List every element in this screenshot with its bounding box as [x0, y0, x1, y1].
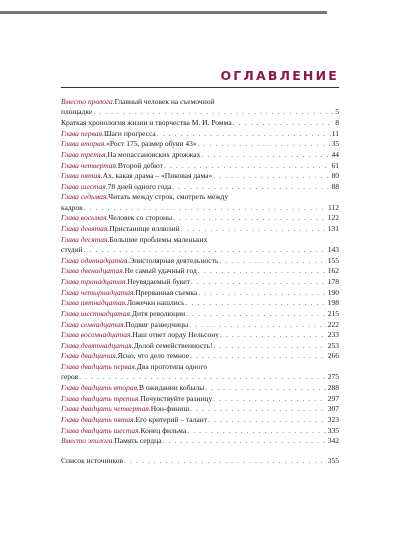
- toc-entry-page: 323: [327, 415, 339, 425]
- toc-leader-dots: [186, 298, 327, 308]
- toc-entry-line: [61, 256, 339, 266]
- toc-entry-label: Глава четырнадцатая.: [61, 287, 136, 297]
- toc-entry-label: Глава двенадцатая.: [61, 266, 125, 276]
- toc-entry-text: Ложечки нашлись: [126, 298, 185, 308]
- toc-entry-line: [61, 309, 339, 319]
- toc-leader-dots: [190, 404, 327, 414]
- toc-leader-dots: [164, 161, 331, 171]
- toc-entry-page: 342: [327, 436, 339, 446]
- toc-entry-line: [61, 394, 339, 404]
- toc-entry-line: [61, 383, 339, 393]
- toc-entry[interactable]: [61, 266, 339, 276]
- toc-entry[interactable]: [61, 277, 339, 287]
- toc-entry-line: [61, 203, 339, 213]
- toc-entry-line: [61, 161, 339, 171]
- toc-leader-dots: [191, 277, 327, 287]
- toc-entry-text: Ах, какая драма – «Пиковая дама»: [102, 171, 213, 181]
- toc-entry-label: Глава двадцать пятая.: [61, 415, 136, 425]
- toc-leader-dots: [84, 245, 327, 255]
- toc-entry-text: студий: [61, 245, 83, 255]
- toc-leader-dots: [172, 182, 330, 192]
- toc-entry[interactable]: [61, 213, 339, 223]
- toc-entry-page: 266: [327, 351, 339, 361]
- toc-entry[interactable]: [61, 298, 339, 308]
- toc-leader-dots: [162, 436, 326, 446]
- toc-entry-label: Глава восьмая.: [61, 213, 109, 223]
- toc-entry-line: [61, 351, 339, 361]
- toc-entry-line: [61, 266, 339, 276]
- toc-entry-text-first: Главный человек на съемочной: [114, 97, 215, 106]
- toc-entry-page: 8: [335, 117, 339, 127]
- toc-entry-line: [61, 330, 339, 340]
- toc-entry-page: 190: [327, 287, 339, 297]
- toc-leader-dots: [208, 415, 327, 425]
- toc-entry-page: 143: [327, 245, 339, 255]
- toc-entry-text: Память сердца: [114, 436, 162, 446]
- toc-entry-text-first: Два прототипа одного: [136, 362, 208, 372]
- toc-entry-label: Глава пятая.: [61, 171, 103, 181]
- toc-leader-dots: [205, 383, 326, 393]
- page-title: ОГЛАВЛЕНИЕ: [220, 68, 339, 83]
- toc-entry[interactable]: [61, 235, 339, 256]
- toc-entry[interactable]: [61, 118, 339, 128]
- toc-entry-text: Конец фильма: [140, 425, 187, 435]
- toc-entries: [61, 97, 339, 447]
- toc-entry-label: Глава семнадцатая.: [61, 319, 126, 329]
- toc-leader-dots: [213, 171, 330, 181]
- toc-entry-text: площадке: [61, 107, 93, 117]
- toc-entry-page: 112: [328, 202, 339, 212]
- toc-entry-page: 275: [327, 372, 339, 382]
- toc-entry-text: На мопассановских дрожжах: [107, 149, 201, 159]
- toc-entry-label: Вместо пролога.: [61, 97, 115, 106]
- toc-entry[interactable]: [61, 139, 339, 149]
- toc-entry-line: [61, 118, 339, 128]
- toc-entry-line: [61, 139, 339, 149]
- toc-entry-text: «Рост 175, размер обуви 43»: [106, 139, 197, 149]
- toc-entry[interactable]: [61, 192, 339, 213]
- toc-entry-text: Нон-финиш: [150, 404, 190, 414]
- toc-entry[interactable]: [61, 150, 339, 160]
- toc-entry[interactable]: [61, 182, 339, 192]
- toc-entry[interactable]: [61, 161, 339, 171]
- toc-leader-dots: [187, 426, 327, 436]
- toc-entry-page: 233: [327, 330, 339, 340]
- toc-entry-text: Ясно, что дело темное: [117, 351, 190, 361]
- toc-entry-line: [61, 245, 339, 255]
- toc-entry-line: [61, 372, 339, 382]
- toc-entry-line: [61, 288, 339, 298]
- toc-leader-dots: [219, 256, 326, 266]
- toc-entry-first-line: [61, 362, 339, 372]
- toc-entry-text: 78 дней одного года: [107, 181, 172, 191]
- toc-entry-page: 131: [327, 224, 339, 234]
- toc-entry[interactable]: [61, 320, 339, 330]
- toc-entry[interactable]: [61, 97, 339, 118]
- toc-leader-dots: [173, 213, 327, 223]
- section-gap: [61, 447, 339, 456]
- toc-leader-dots: [84, 203, 327, 213]
- toc-entry-label: Глава девятнадцатая.: [61, 340, 134, 350]
- toc-entry-text: Пристанище иллюзий: [109, 224, 180, 234]
- toc-entry-label: Глава двадцать первая.: [61, 362, 137, 372]
- toc-leader-dots: [198, 266, 327, 276]
- toc-leader-dots: [198, 139, 331, 149]
- toc-entry-label: Глава шестая.: [61, 181, 108, 191]
- toc-entry-line: [61, 404, 339, 414]
- toc-entry-page: 297: [327, 393, 339, 403]
- toc-entry-line: [61, 298, 339, 308]
- toc-entry-page: 88: [331, 181, 339, 191]
- toc-entry-label: Глава пятнадцатая.: [61, 298, 127, 308]
- toc-entry[interactable]: [61, 426, 339, 436]
- toc-entry-page: 162: [327, 266, 339, 276]
- toc-entry-label: Глава десятая.: [61, 234, 110, 244]
- toc-entry-page: 35: [331, 139, 339, 149]
- toc-entry[interactable]: [61, 383, 339, 393]
- toc-entry[interactable]: [61, 351, 339, 361]
- toc-entry-label: Глава двадцать шестая.: [61, 425, 141, 435]
- toc-entry-page: 61: [331, 160, 339, 170]
- toc-entry-text: Подвиг разведчицы: [125, 319, 189, 329]
- toc-entry-line: [61, 320, 339, 330]
- toc-entry-label: Глава третья.: [61, 149, 108, 159]
- toc-entry-text: Неувядаемый букет: [127, 277, 190, 286]
- toc-entry-label: Глава седьмая.: [61, 192, 109, 202]
- toc-entry-label: Глава восемнадцатая.: [61, 330, 133, 340]
- toc-entry-page: 122: [327, 213, 339, 223]
- toc-entry-page: 355: [327, 455, 339, 465]
- toc-entry-first-line: [61, 97, 339, 107]
- toc-entry-sources[interactable]: [61, 456, 339, 466]
- toc-entry-text: Наш ответ лорду Нельсону: [132, 330, 219, 340]
- toc-entry-page: 198: [327, 298, 339, 308]
- toc-entry-page: 288: [327, 383, 339, 393]
- toc-entry-page: 44: [331, 149, 339, 159]
- toc-entry-page: 155: [327, 255, 339, 265]
- toc-entry-label: Глава четвертая.: [61, 160, 118, 170]
- toc-entry-line: [61, 213, 339, 223]
- toc-entry-text-first: Читать между строк, смотреть между: [108, 192, 229, 202]
- toc-entry-label: Глава шестнадцатая.: [61, 308, 132, 318]
- toc-entry-page: 178: [327, 277, 339, 286]
- toc-entry-line: [61, 341, 339, 351]
- toc-entry-text: Почувствуйте разницу: [140, 393, 213, 403]
- toc-entry[interactable]: [61, 394, 339, 404]
- toc-entry-text: Список источников: [61, 455, 124, 465]
- toc-leader-dots: [93, 107, 334, 117]
- toc-entry-line: [61, 415, 339, 425]
- toc-entry-label: Глава первая.: [61, 128, 104, 138]
- toc-leader-dots: [233, 118, 335, 128]
- toc-entry-text: Прерванная съемка: [135, 287, 198, 297]
- toc-entry-text: Второй дебют: [117, 160, 163, 170]
- toc-entry-line: [61, 150, 339, 160]
- toc-leader-dots: [201, 150, 330, 160]
- toc-entry-page: 253: [327, 340, 339, 350]
- toc-leader-dots: [124, 456, 327, 466]
- toc-entry-page: 215: [327, 308, 339, 318]
- toc-leader-dots: [79, 372, 327, 382]
- toc-entry-text: Не самый удачный год: [124, 266, 197, 276]
- toc-entry-text: Шаги прогресса: [103, 128, 156, 138]
- toc-entry-text: Долой семейственность!: [133, 340, 213, 350]
- toc-entry-label: Глава тринадцатая.: [61, 277, 128, 286]
- toc-entry-line: [61, 277, 339, 287]
- toc-entry[interactable]: [61, 309, 339, 319]
- toc-entry-line: [61, 129, 339, 139]
- toc-leader-dots: [213, 341, 326, 351]
- toc-entry-text: Его критерий – талант: [135, 415, 208, 425]
- toc-leader-dots: [198, 288, 327, 298]
- toc-entry[interactable]: [61, 330, 339, 340]
- toc-leader-dots: [181, 224, 327, 234]
- toc-entry-line: [61, 182, 339, 192]
- toc-entry-line: [61, 436, 339, 446]
- toc-leader-dots: [157, 129, 331, 139]
- toc-entry-line: [61, 107, 339, 117]
- toc-leader-dots: [189, 320, 327, 330]
- toc-entry-label: Глава двадцать четвертая.: [61, 404, 151, 414]
- toc-entry-text: героя: [61, 372, 79, 382]
- toc-entry-label: Глава вторая.: [61, 139, 107, 149]
- toc-entry-text: кадров: [61, 202, 83, 212]
- title-rule: [61, 87, 339, 88]
- toc-entry-text: Человек со стороны: [108, 213, 173, 223]
- toc-entry[interactable]: [61, 129, 339, 139]
- toc-entry-line: [61, 426, 339, 436]
- toc-leader-dots: [186, 309, 327, 319]
- top-rule: [0, 11, 327, 14]
- toc-entry-label: Глава двадцать вторая.: [61, 383, 139, 393]
- toc-entry-label: Глава двадцать третья.: [61, 393, 141, 403]
- toc-entry[interactable]: [61, 224, 339, 234]
- toc-entry[interactable]: [61, 436, 339, 446]
- toc-entry[interactable]: [61, 256, 339, 266]
- toc-entry-text: Дитя революции: [131, 308, 186, 318]
- toc-leader-dots: [190, 351, 327, 361]
- toc-entry[interactable]: [61, 341, 339, 351]
- toc-entry-page: 307: [327, 404, 339, 414]
- toc-entry-text: В ожидании кобылы: [138, 383, 205, 393]
- toc-entry-page: 335: [327, 425, 339, 435]
- toc-entry-line: [61, 171, 339, 181]
- toc-entry-first-line: [61, 192, 339, 202]
- toc-entry-text: Эпистолярная деятельность: [129, 255, 219, 265]
- toc-entry-line: [61, 224, 339, 234]
- toc-entry[interactable]: [61, 362, 339, 383]
- toc-entry-page: 222: [327, 319, 339, 329]
- toc-entry-text-first: Большие проблемы маленьких: [109, 234, 208, 244]
- toc-entry[interactable]: [61, 288, 339, 298]
- table-of-contents: [61, 97, 339, 467]
- toc-entry-label: Вместо эпилога.: [61, 436, 115, 446]
- toc-leader-dots: [213, 394, 327, 404]
- toc-entry-page: 5: [335, 107, 339, 117]
- toc-entry[interactable]: [61, 404, 339, 414]
- toc-entry[interactable]: [61, 415, 339, 425]
- toc-entry-page: 80: [331, 171, 339, 181]
- toc-entry-line: [61, 456, 339, 466]
- toc-entry-label: Глава девятая.: [61, 224, 110, 234]
- toc-entry-text: Краткая хронология жизни и творчества М. И. Ромма: [61, 117, 232, 127]
- toc-leader-dots: [220, 330, 327, 340]
- toc-entry-label: Глава одиннадцатая.: [61, 255, 130, 265]
- toc-entry-page: 11: [331, 128, 339, 138]
- toc-entry[interactable]: [61, 171, 339, 181]
- toc-entry-label: Глава двадцатая.: [61, 351, 118, 361]
- toc-entry-first-line: [61, 235, 339, 245]
